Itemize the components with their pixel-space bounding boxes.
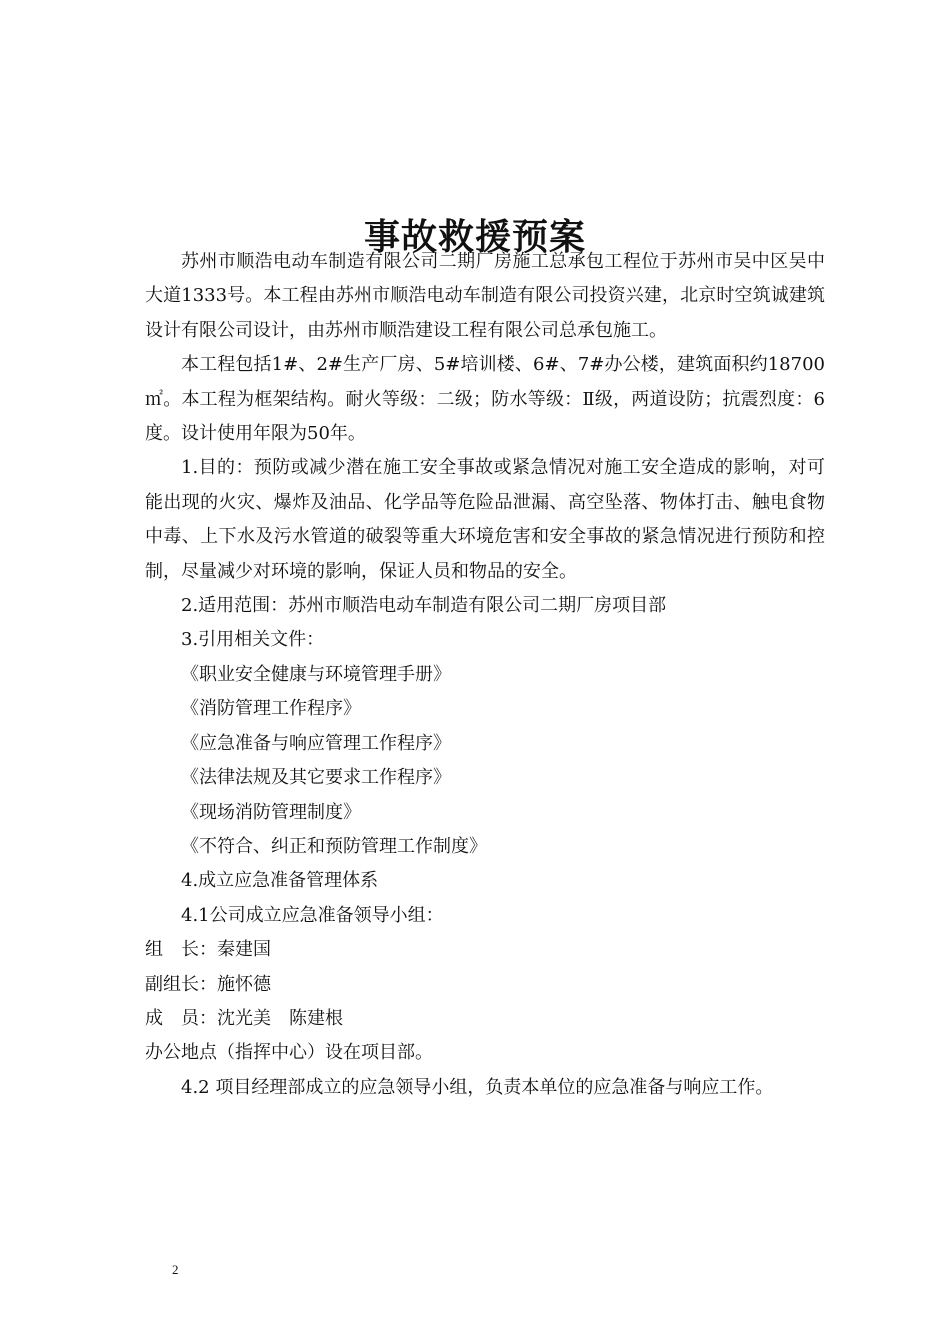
reference-item: 《不符合、纠正和预防管理工作制度》 (181, 835, 487, 857)
deputy-leader-name: 施怀德 (217, 973, 271, 995)
project-team-paragraph: 4.2 项目经理部成立的应急领导小组，负责本单位的应急准备与响应工作。 (181, 1076, 774, 1098)
project-location-paragraph: 苏州市顺浩电动车制造有限公司二期厂房施工总承包工程位于苏州市吴中区吴中大道1333号。本工程由苏州市顺浩电动车制造有限公司投资兴建，北京时空筑诚建筑设计有限公司设计，由苏州市顺浩建设工程有限公司总承包施工。 (145, 251, 825, 341)
document-body (145, 245, 825, 1105)
reference-item: 《消防管理工作程序》 (181, 698, 361, 720)
reference-item: 《应急准备与响应管理工作程序》 (181, 732, 451, 754)
deputy-leader-label: 副组长： (145, 973, 217, 995)
member-name: 陈建根 (289, 1007, 343, 1029)
members-label: 成 员： (145, 1007, 217, 1029)
reference-item: 《法律法规及其它要求工作程序》 (181, 767, 451, 789)
reference-item: 《现场消防管理制度》 (181, 801, 361, 823)
document-title: 事故救援预案 (363, 216, 586, 259)
group-leader-label: 组 长： (145, 939, 217, 961)
members-row (145, 1002, 825, 1036)
office-location: 办公地点（指挥中心）设在项目部。 (145, 1042, 433, 1064)
references-heading: 3.引用相关文件： (181, 629, 325, 651)
page-number: 2 (172, 1262, 179, 1277)
purpose-section: 1.目的：预防或减少潜在施工安全事故或紧急情况对施工安全造成的影响，对可能出现的火灾、爆炸及油品、化学品等危险品泄漏、高空坠落、物体打击、触电食物中毒、上下水及污水管道的破裂等重大环境危害和安全事故的紧急情况进行预防和控制，尽量减少对环境的影响，保证人员和物品的安全。 (145, 457, 825, 582)
member-name: 沈光美 (217, 1007, 271, 1029)
reference-item: 《职业安全健康与环境管理手册》 (181, 663, 451, 685)
group-leader-name: 秦建国 (217, 939, 271, 961)
group-leader-row (145, 933, 825, 967)
deputy-leader-row (145, 968, 825, 1002)
project-scope-paragraph: 本工程包括1#、2#生产厂房、5#培训楼、6#、7#办公楼，建筑面积约18700㎡。本工程为框架结构。耐火等级：二级；防水等级：Ⅱ级，两道设防；抗震烈度：6度。设计使用年限为50年。 (145, 354, 825, 445)
scope-section: 2.适用范围：苏州市顺浩电动车制造有限公司二期厂房项目部 (181, 595, 667, 617)
management-system-heading: 4.成立应急准备管理体系 (181, 870, 379, 892)
leadership-group-heading: 4.1公司成立应急准备领导小组： (181, 904, 444, 926)
